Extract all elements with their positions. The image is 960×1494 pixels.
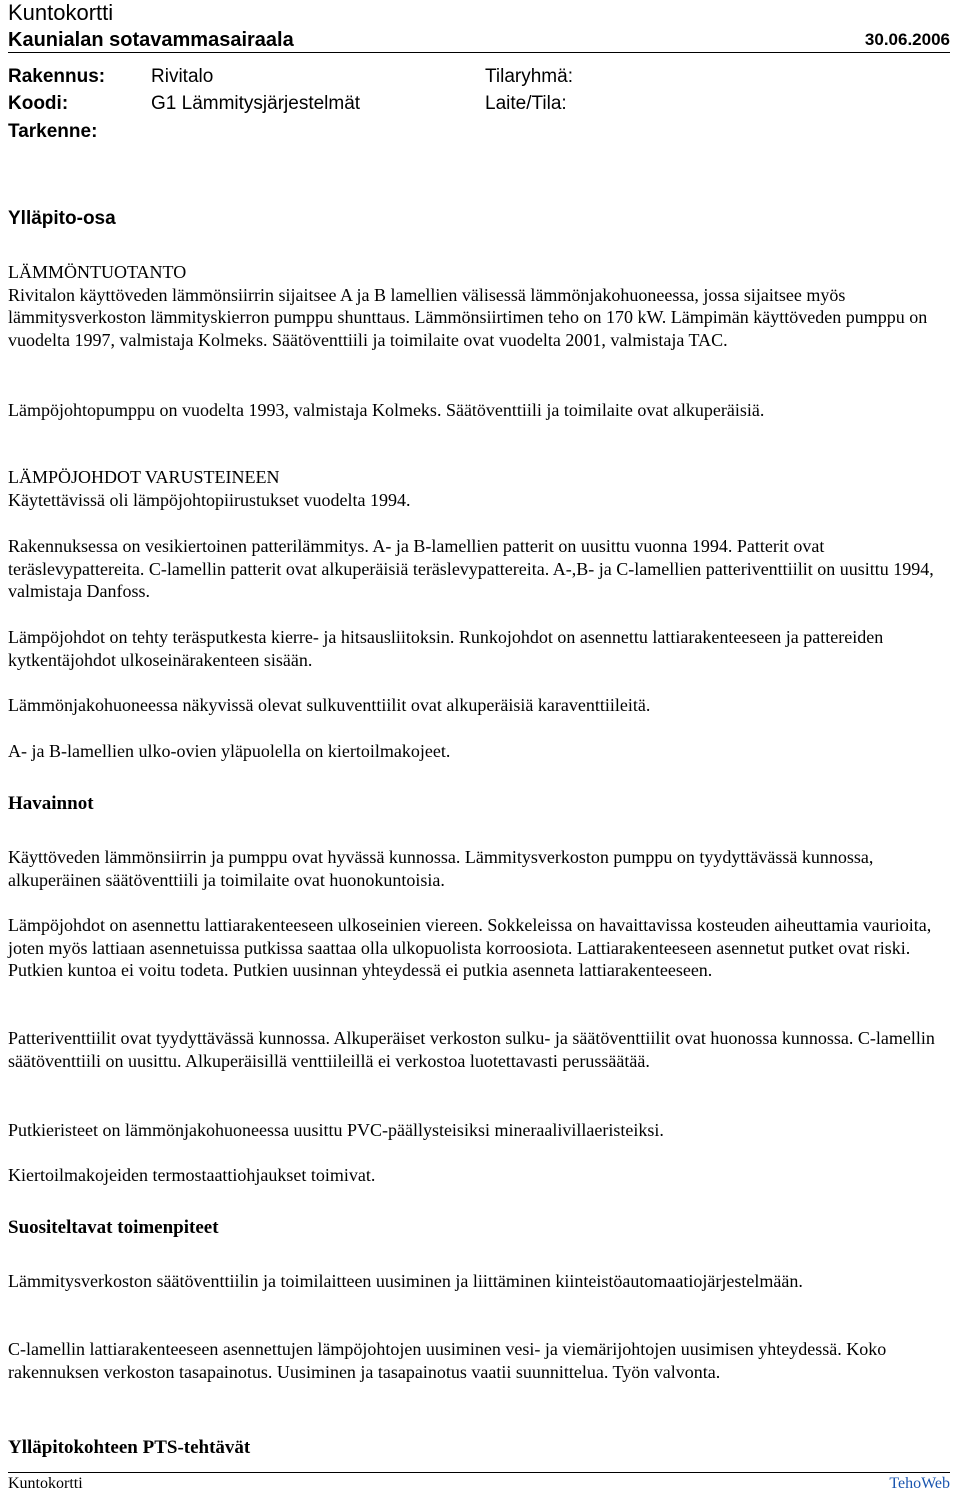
lampojohdot-heading: LÄMPÖJOHDOT VARUSTEINEEN xyxy=(8,467,280,487)
yllapito-paragraph-6 xyxy=(8,694,950,717)
yllapito-paragraph-3 xyxy=(8,466,950,511)
rakennus-label: Rakennus: xyxy=(8,66,106,87)
tarkenne-label: Tarkenne: xyxy=(8,121,98,142)
document-date: 30.06.2006 xyxy=(864,30,950,49)
havainnot-text-4: Putkieristeet on lämmönjakohuoneessa uusittu PVC-päällysteisiksi mineraalivillaeristeiksi. xyxy=(8,1120,664,1140)
havainnot-paragraph-1 xyxy=(8,846,950,891)
yllapito-paragraph-2 xyxy=(8,399,950,422)
yllapito-paragraph-1 xyxy=(8,261,950,351)
footer-left: Kuntokortti xyxy=(8,1475,83,1492)
havainnot-paragraph-2 xyxy=(8,914,950,982)
rakennus-value: Rivitalo xyxy=(151,66,214,87)
laite-label: Laite/Tila: xyxy=(485,93,567,114)
lampojohtopumppu-text: Lämpöjohtopumppu on vuodelta 1993, valmistaja Kolmeks. Säätöventtiili ja toimilaite ovat alkuperäisiä. xyxy=(8,400,765,420)
havainnot-text-5: Kiertoilmakojeiden termostaattiohjaukset toimivat. xyxy=(8,1165,376,1185)
suositeltavat-paragraph-2 xyxy=(8,1338,950,1383)
yllapito-paragraph-7 xyxy=(8,740,950,763)
yllapito-paragraph-4 xyxy=(8,535,950,603)
havainnot-title: Havainnot xyxy=(8,793,94,814)
havainnot-paragraph-4 xyxy=(8,1119,950,1142)
document-title: Kuntokortti xyxy=(8,0,114,25)
yllapito-title: Ylläpito-osa xyxy=(8,208,116,229)
lammontuotanto-heading: LÄMMÖNTUOTANTO xyxy=(8,262,187,282)
pts-title: Ylläpitokohteen PTS-tehtävät xyxy=(8,1437,251,1458)
havainnot-paragraph-5 xyxy=(8,1164,950,1187)
sulkuventtiilit-text: Lämmönjakohuoneessa näkyvissä olevat sulkuventtiilit ovat alkuperäisiä karaventtiileitä. xyxy=(8,695,651,715)
runkojohdot-text: Lämpöjohdot on tehty teräsputkesta kierre- ja hitsausliitoksin. Runkojohdot on asennettu lattiarakenteeseen ja pattereiden kytkentäjohdot ulkoseinärakenteen sisään. xyxy=(8,627,884,670)
organization-name: Kaunialan sotavammasairaala xyxy=(8,29,294,51)
koodi-value: G1 Lämmitysjärjestelmät xyxy=(151,93,361,114)
havainnot-text-2: Lämpöjohdot on asennettu lattiarakenteeseen ulkoseinien viereen. Sokkeleissa on havaittavissa kosteuden aiheuttamia vaurioita, joten myös lattiaan asennetuissa putkissa saattaa olla ulkopuolista korroosiota. Lattiarakenteeseen asennetut putket ovat riski. Putkien kuntoa ei voitu todeta. Putkien uusinnan yhteydessä ei putkia asenneta lattiarakenteeseen. xyxy=(8,915,932,981)
yllapito-paragraph-5 xyxy=(8,626,950,671)
lampojohdot-text: Käytettävissä oli lämpöjohtopiirustukset vuodelta 1994. xyxy=(8,489,411,510)
suositeltavat-title: Suositeltavat toimenpiteet xyxy=(8,1217,219,1238)
kiertoilmakojeet-text: A- ja B-lamellien ulko-ovien yläpuolella on kiertoilmakojeet. xyxy=(8,741,451,761)
koodi-label: Koodi: xyxy=(8,93,69,114)
page-footer xyxy=(8,1472,950,1493)
lammontuotanto-text: Rivitalon käyttöveden lämmönsiirrin sijaitsee A ja B lamellien välisessä lämmönjakohuoneessa, jossa sijaitsee myös lämmitysverkoston lämmityskierron pumppu shunttaus. Lämmönsiirtimen teho on 170 kW. Lämpimän käyttöveden pumppu on vuodelta 1997, valmistaja Kolmeks. Säätöventtiili ja toimilaite ovat vuodelta 2001, valmistaja TAC. xyxy=(8,284,928,350)
footer-link[interactable]: TehoWeb xyxy=(889,1475,950,1492)
havainnot-text-1: Käyttöveden lämmönsiirrin ja pumppu ovat hyvässä kunnossa. Lämmitysverkoston pumppu on tyydyttävässä kunnossa, alkuperäinen säätöventtiili ja toimilaite ovat huonokuntoisia. xyxy=(8,847,874,890)
tilaryhma-label: Tilaryhmä: xyxy=(485,66,573,87)
patterilammitys-text: Rakennuksessa on vesikiertoinen patterilämmitys. A- ja B-lamellien patterit on uusittu vuonna 1994. Patterit ovat teräslevypattereita. C-lamellin patterit ovat alkuperäisiä teräslevypattereita. A-,B- ja C-lamellien patteriventtiilit on uusittu 1994, valmistaja Danfoss. xyxy=(8,536,934,602)
suositeltavat-paragraph-1 xyxy=(8,1270,950,1293)
havainnot-paragraph-3 xyxy=(8,1027,950,1072)
suositeltavat-text-2: C-lamellin lattiarakenteeseen asennettujen lämpöjohtojen uusiminen vesi- ja viemärijohtojen uusimisen yhteydessä. Koko rakennuksen verkoston tasapainotus. Uusiminen ja tasapainotus vaatii suunnittelua. Työn valvonta. xyxy=(8,1339,887,1382)
havainnot-text-3: Patteriventtiilit ovat tyydyttävässä kunnossa. Alkuperäiset verkoston sulku- ja säätöventtiilit ovat huonossa kunnossa. C-lamellin säätöventtiili on uusittu. Alkuperäisillä venttiileillä ei verkostoa luotettavasti perussäätää. xyxy=(8,1028,935,1071)
suositeltavat-text-1: Lämmitysverkoston säätöventtiilin ja toimilaitteen uusiminen ja liittäminen kiinteistöautomaatiojärjestelmään. xyxy=(8,1271,803,1291)
header-row xyxy=(8,28,950,53)
